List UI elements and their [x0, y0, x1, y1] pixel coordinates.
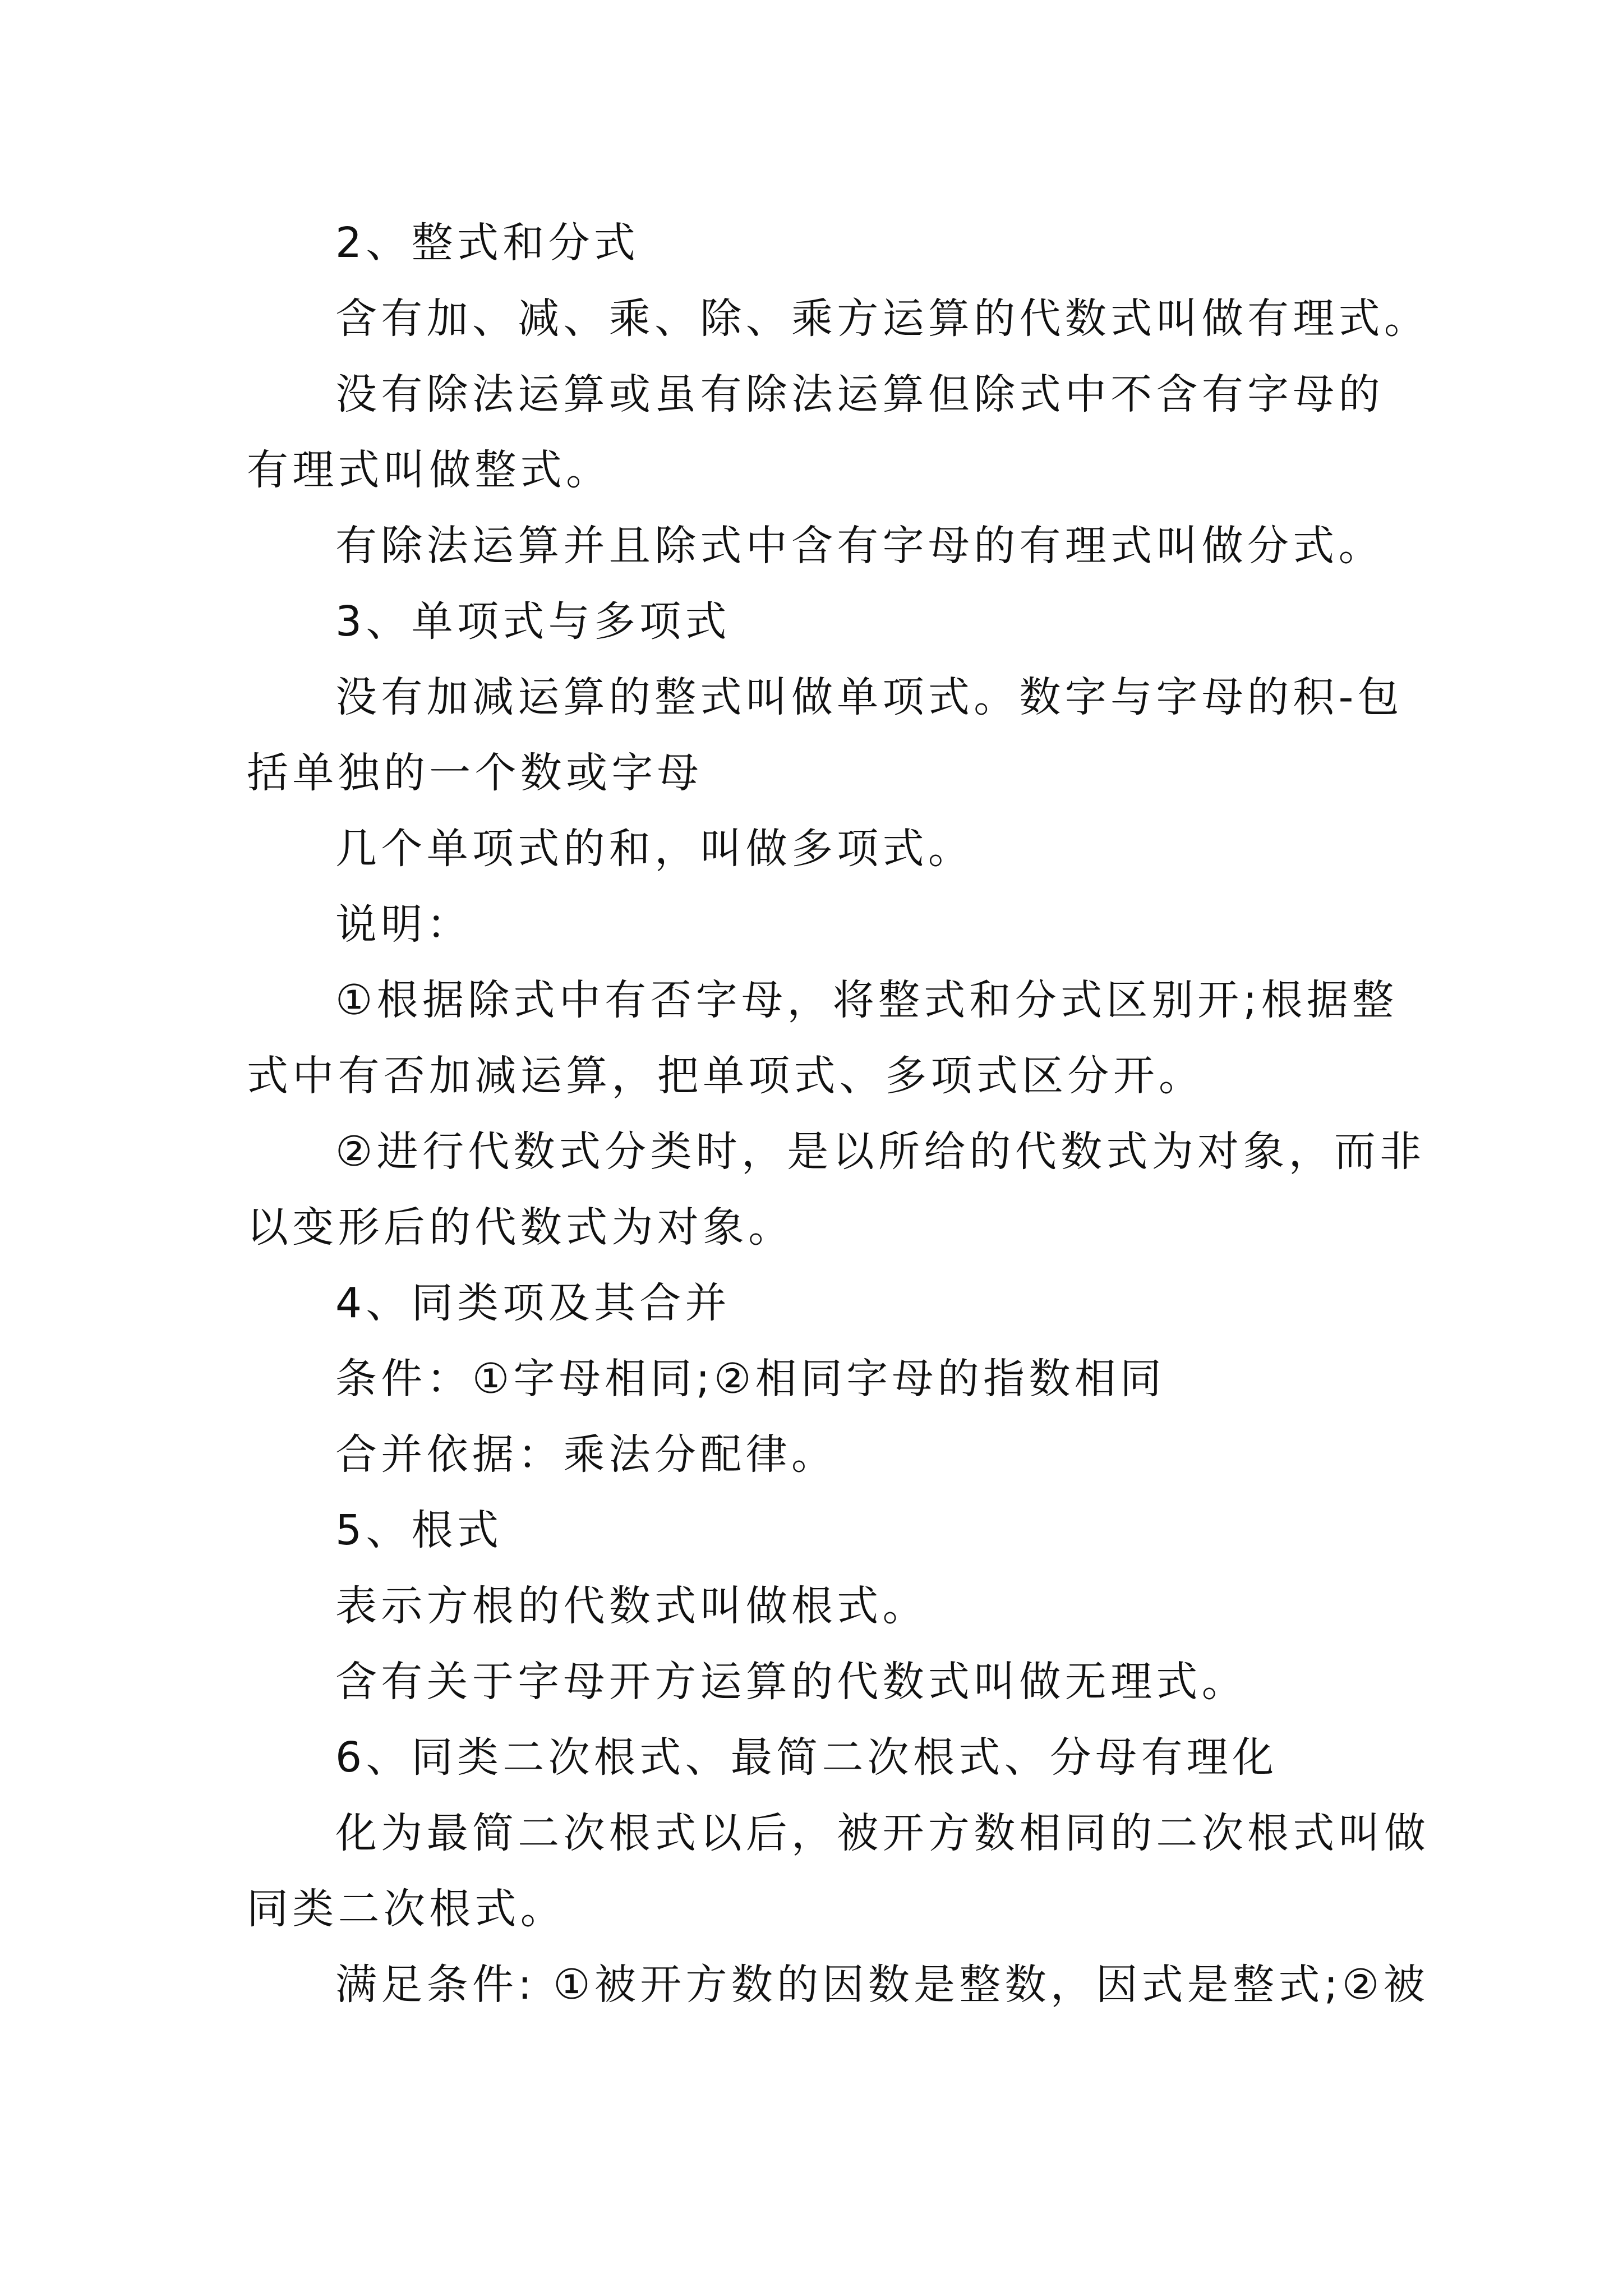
paragraph-line: 同类二次根式。 — [247, 1885, 566, 1933]
heading-quadratic-radicals: 6、同类二次根式、最简二次根式、分母有理化 — [335, 1733, 1278, 1782]
paragraph-line: 条件：①字母相同;②相同字母的指数相同 — [335, 1355, 1166, 1403]
paragraph-line: 含有关于字母开方运算的代数式叫做无理式。 — [335, 1658, 1247, 1706]
paragraph-line: 表示方根的代数式叫做根式。 — [335, 1582, 928, 1630]
paragraph-line: 合并依据：乘法分配律。 — [335, 1430, 837, 1479]
paragraph-line: ②进行代数式分类时，是以所给的代数式为对象，而非 — [335, 1128, 1426, 1176]
paragraph-line: 有理式叫做整式。 — [247, 446, 612, 494]
heading-like-terms: 4、同类项及其合并 — [335, 1279, 731, 1327]
paragraph-line: 含有加、减、乘、除、乘方运算的代数式叫做有理式。 — [335, 295, 1430, 343]
paragraph-line: ①根据除式中有否字母，将整式和分式区别开;根据整 — [335, 976, 1398, 1024]
paragraph-line: 括单独的一个数或字母 — [247, 749, 703, 797]
paragraph-line: 有除法运算并且除式中含有字母的有理式叫做分式。 — [335, 522, 1384, 570]
paragraph-line: 没有除法运算或虽有除法运算但除式中不含有字母的 — [335, 370, 1384, 418]
heading-monomial-polynomial: 3、单项式与多项式 — [335, 597, 731, 646]
paragraph-line: 满足条件: ①被开方数的因数是整数，因式是整式;②被 — [335, 1961, 1429, 2009]
note-label: 说明： — [335, 900, 472, 949]
paragraph-line: 化为最简二次根式以后，被开方数相同的二次根式叫做 — [335, 1809, 1430, 1857]
paragraph-line: 式中有否加减运算，把单项式、多项式区分开。 — [247, 1052, 1205, 1100]
heading-integral-and-fractional: 2、整式和分式 — [335, 219, 640, 267]
paragraph-line: 没有加减运算的整式叫做单项式。数字与字母的积-包 — [335, 673, 1403, 721]
paragraph-line: 以变形后的代数式为对象。 — [247, 1203, 794, 1251]
heading-radicals: 5、根式 — [335, 1506, 503, 1554]
paragraph-line: 几个单项式的和，叫做多项式。 — [335, 825, 974, 873]
